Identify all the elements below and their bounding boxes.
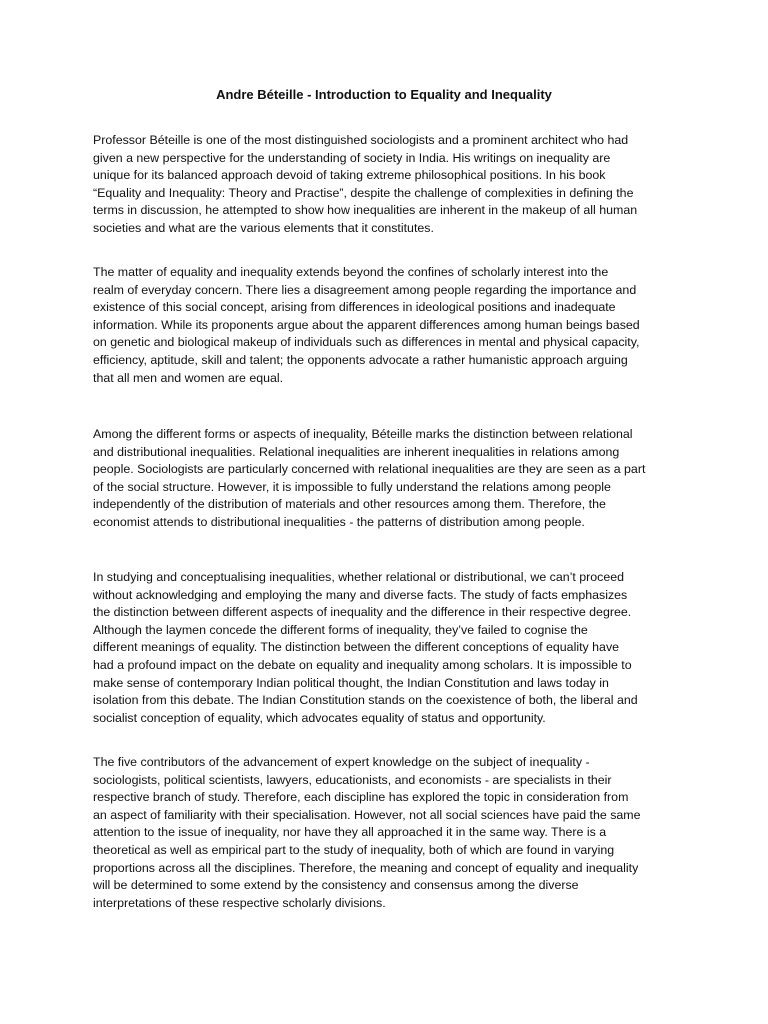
text-line: existence of this social concept, arising from differences in ideological positions and inadequate	[93, 300, 616, 315]
text-line: attention to the issue of inequality, nor have they all approached it in the same way. There is a	[93, 825, 607, 840]
text-line: In studying and conceptualising inequalities, whether relational or distributional, we can’t proceed	[93, 570, 625, 584]
paragraph-2	[93, 264, 683, 387]
text-line: realm of everyday concern. There lies a disagreement among people regarding the importance and	[93, 282, 637, 297]
text-line: the distinction between different aspects of inequality and the difference in their respective degree.	[93, 605, 632, 620]
text-line: without acknowledging and employing the many and diverse facts. The study of facts emphasizes	[93, 587, 628, 602]
text-line: had a profound impact on the debate on equality and inequality among scholars. It is impossible to	[93, 657, 632, 672]
text-line: Professor Béteille is one of the most distinguished sociologists and a prominent architect who had	[93, 133, 629, 147]
paragraph-1	[93, 132, 683, 238]
text-line: people. Sociologists are particularly concerned with relational inequalities are they are seen as a part	[93, 462, 646, 477]
text-line: independently of the distribution of materials and other resources among them. Therefore, the	[93, 497, 606, 512]
text-line: make sense of contemporary Indian political thought, the Indian Constitution and laws today in	[93, 675, 609, 690]
text-line: efficiency, aptitude, skill and talent; the opponents advocate a rather humanistic approach arguing	[93, 352, 628, 367]
text-line: respective branch of study. Therefore, each discipline has explored the topic in consideration from	[93, 790, 629, 805]
text-line: Among the different forms or aspects of inequality, Béteille marks the distinction between relational	[93, 427, 633, 441]
text-line: The matter of equality and inequality extends beyond the confines of scholarly interest into the	[93, 265, 609, 279]
text-line: theoretical as well as empirical part to the study of inequality, both of which are found in varying	[93, 842, 615, 857]
text-line: The five contributors of the advancement of expert knowledge on the subject of inequality -	[93, 755, 590, 769]
paragraph-5	[93, 754, 683, 912]
text-line: Although the laymen concede the different forms of inequality, they’ve failed to cognise the	[93, 622, 588, 637]
text-line: isolation from this debate. The Indian Constitution stands on the coexistence of both, the liberal and	[93, 693, 638, 708]
paragraph-3	[93, 426, 683, 532]
text-line: unique for its balanced approach devoid of taking extreme philosophical positions. In his book	[93, 168, 606, 183]
text-line: proportions across all the disciplines. Therefore, the meaning and concept of equality and inequality	[93, 860, 639, 875]
text-line: information. While its proponents argue about the apparent differences among human beings based	[93, 317, 640, 332]
text-line: economist attends to distributional inequalities - the patterns of distribution among people.	[93, 514, 585, 529]
text-line: on genetic and biological makeup of individuals such as differences in mental and physical capacity,	[93, 335, 640, 350]
paragraph-4	[93, 569, 683, 727]
text-line: sociologists, political scientists, lawyers, educationists, and economists - are specialists in their	[93, 772, 612, 787]
text-line: given a new perspective for the understanding of society in India. His writings on inequality are	[93, 150, 611, 165]
text-line: terms in discussion, he attempted to show how inequalities are inherent in the makeup of all human	[93, 203, 638, 218]
text-line: of the social structure. However, it is impossible to fully understand the relations among people	[93, 479, 611, 494]
text-line: an aspect of familiarity with their specialisation. However, not all social sciences have paid the same	[93, 807, 641, 822]
text-line: that all men and women are equal.	[93, 370, 284, 385]
text-line: and distributional inequalities. Relational inequalities are inherent inequalities in relations among	[93, 444, 620, 459]
document-title: Andre Béteille - Introduction to Equality and Inequality	[216, 87, 552, 102]
text-line: “Equality and Inequality: Theory and Practise”, despite the challenge of complexities in defining the	[93, 185, 634, 200]
text-line: will be determined to some extend by the consistency and consensus among the diverse	[93, 878, 579, 893]
text-line: different meanings of equality. The distinction between the different conceptions of equality have	[93, 640, 620, 655]
text-line: societies and what are the various elements that it constitutes.	[93, 220, 434, 235]
text-line: socialist conception of equality, which advocates equality of status and opportunity.	[93, 710, 546, 725]
text-line: interpretations of these respective scholarly divisions.	[93, 895, 386, 910]
